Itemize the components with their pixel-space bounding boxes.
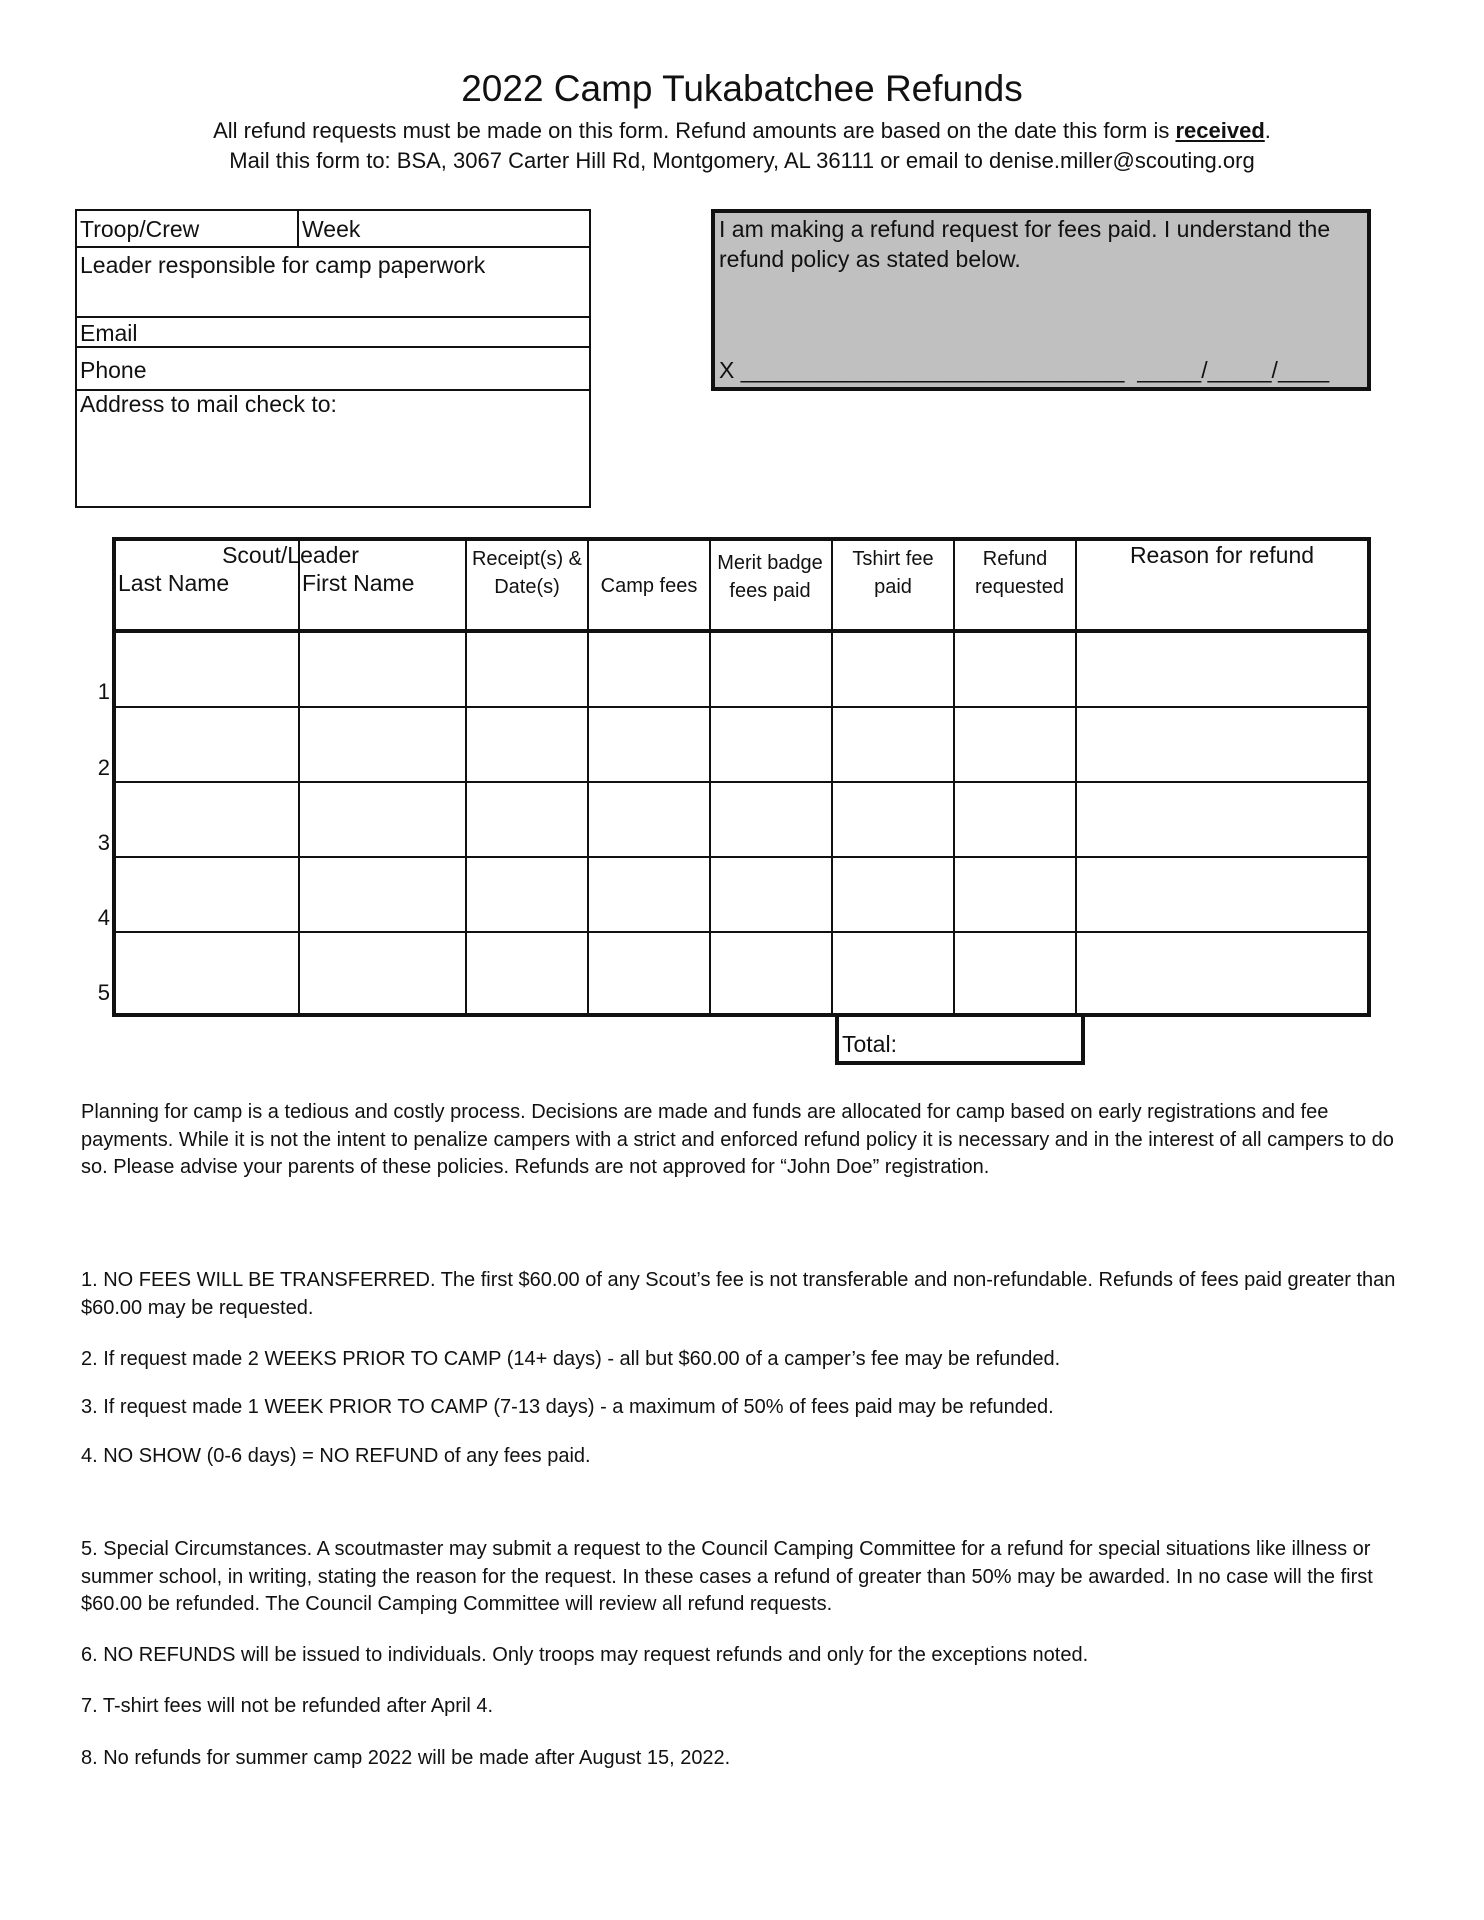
row-divider <box>116 931 1367 933</box>
signature-box <box>711 209 1371 391</box>
row-divider <box>116 706 1367 708</box>
intro-text: All refund requests must be made on this form. Refund amounts are based on the date this form is <box>213 118 1176 143</box>
policy-item-1: 1. NO FEES WILL BE TRANSFERRED. The first $60.00 of any Scout’s fee is not transferable and non-refundable. Refunds of fees paid greater than $60.00 may be requested. <box>81 1269 1396 1319</box>
policy-item-6: 6. NO REFUNDS will be issued to individuals. Only troops may request refunds and only for the exceptions noted. <box>81 1644 1089 1666</box>
header-scout-leader: Scout/Leader <box>222 542 359 568</box>
email-label: Email <box>80 320 138 346</box>
policy-item-7: 7. T-shirt fees will not be refunded after April 4. <box>81 1695 494 1717</box>
total-box[interactable] <box>835 1013 1085 1065</box>
row-number-5: 5 <box>97 980 110 1005</box>
header-refund-requested: Refund requested <box>975 548 1064 598</box>
row-divider <box>116 781 1367 783</box>
intro-line-1 <box>0 118 1484 144</box>
header-reason: Reason for refund <box>1129 542 1315 568</box>
col-divider <box>1075 541 1077 1013</box>
email-row[interactable] <box>77 318 589 348</box>
week-divider <box>297 211 299 248</box>
signature-date-line[interactable]: X ______________________________ _____/_____/____ <box>719 357 1330 383</box>
policy-item-4: 4. NO SHOW (0-6 days) = NO REFUND of any fees paid. <box>81 1445 591 1467</box>
col-divider <box>298 541 300 1013</box>
policy-item-2: 2. If request made 2 WEEKS PRIOR TO CAMP (14+ days) - all but $60.00 of a camper’s fee may be refunded. <box>81 1348 1061 1370</box>
week-label[interactable]: Week <box>302 216 361 242</box>
phone-label: Phone <box>80 357 147 383</box>
col-divider <box>709 541 711 1013</box>
troop-label[interactable]: Troop/Crew <box>80 216 200 242</box>
col-divider <box>465 541 467 1013</box>
phone-row[interactable] <box>77 348 589 391</box>
header-tshirt-fee: Tshirt fee paid <box>852 548 934 598</box>
col-divider <box>953 541 955 1013</box>
row-number-1: 1 <box>97 679 110 704</box>
row-number-3: 3 <box>97 830 110 855</box>
refund-table <box>112 537 1371 1017</box>
address-label: Address to mail check to: <box>80 391 337 417</box>
policy-item-5: 5. Special Circumstances. A scoutmaster may submit a request to the Council Camping Committee for a refund for special situations like illness or summer school, in writing, stating the reason for the request. In these cases a refund of greater than 50% may be awarded. In no case will the first $60.00 be refunded. The Council Camping Committee will review all refund requests. <box>81 1538 1373 1615</box>
intro-line-2: Mail this form to: BSA, 3067 Carter Hill Rd, Montgomery, AL 36111 or email to denise.miller@scouting.org <box>229 148 1255 173</box>
leader-row[interactable] <box>77 248 589 318</box>
policy-item-3: 3. If request made 1 WEEK PRIOR TO CAMP (7-13 days) - a maximum of 50% of fees paid may be refunded. <box>81 1396 1054 1418</box>
col-divider <box>831 541 833 1013</box>
header-divider <box>116 629 1367 633</box>
col-divider <box>587 541 589 1013</box>
page-title: 2022 Camp Tukabatchee Refunds <box>461 68 1023 109</box>
intro-period: . <box>1264 118 1271 143</box>
address-row[interactable] <box>77 391 589 508</box>
refund-statement: I am making a refund request for fees paid. I understand the refund policy as stated below. <box>719 216 1331 272</box>
troop-info-box <box>75 209 591 508</box>
row-divider <box>116 856 1367 858</box>
header-merit-badge-fees: Merit badge fees paid <box>717 552 823 602</box>
total-label: Total: <box>842 1031 897 1057</box>
policy-intro: Planning for camp is a tedious and costly process. Decisions are made and funds are allocated for camp based on early registrations and fee payments. While it is not the intent to penalize campers with a strict and enforced refund policy it is necessary and in the interest of all campers to do so. Please advise your parents of these policies. Refunds are not approved for “John Doe” registration. <box>81 1101 1394 1178</box>
leader-label: Leader responsible for camp paperwork <box>80 252 486 278</box>
header-last-name: Last Name <box>118 570 230 596</box>
header-receipts: Receipt(s) & Date(s) <box>471 548 583 598</box>
row-number-4: 4 <box>97 905 110 930</box>
header-camp-fees: Camp fees <box>600 575 698 597</box>
policy-item-8: 8. No refunds for summer camp 2022 will be made after August 15, 2022. <box>81 1747 731 1769</box>
header-first-name: First Name <box>302 570 415 596</box>
row-number-2: 2 <box>97 755 110 780</box>
received-emphasis: received <box>1175 118 1265 143</box>
troop-week-row <box>77 211 589 248</box>
